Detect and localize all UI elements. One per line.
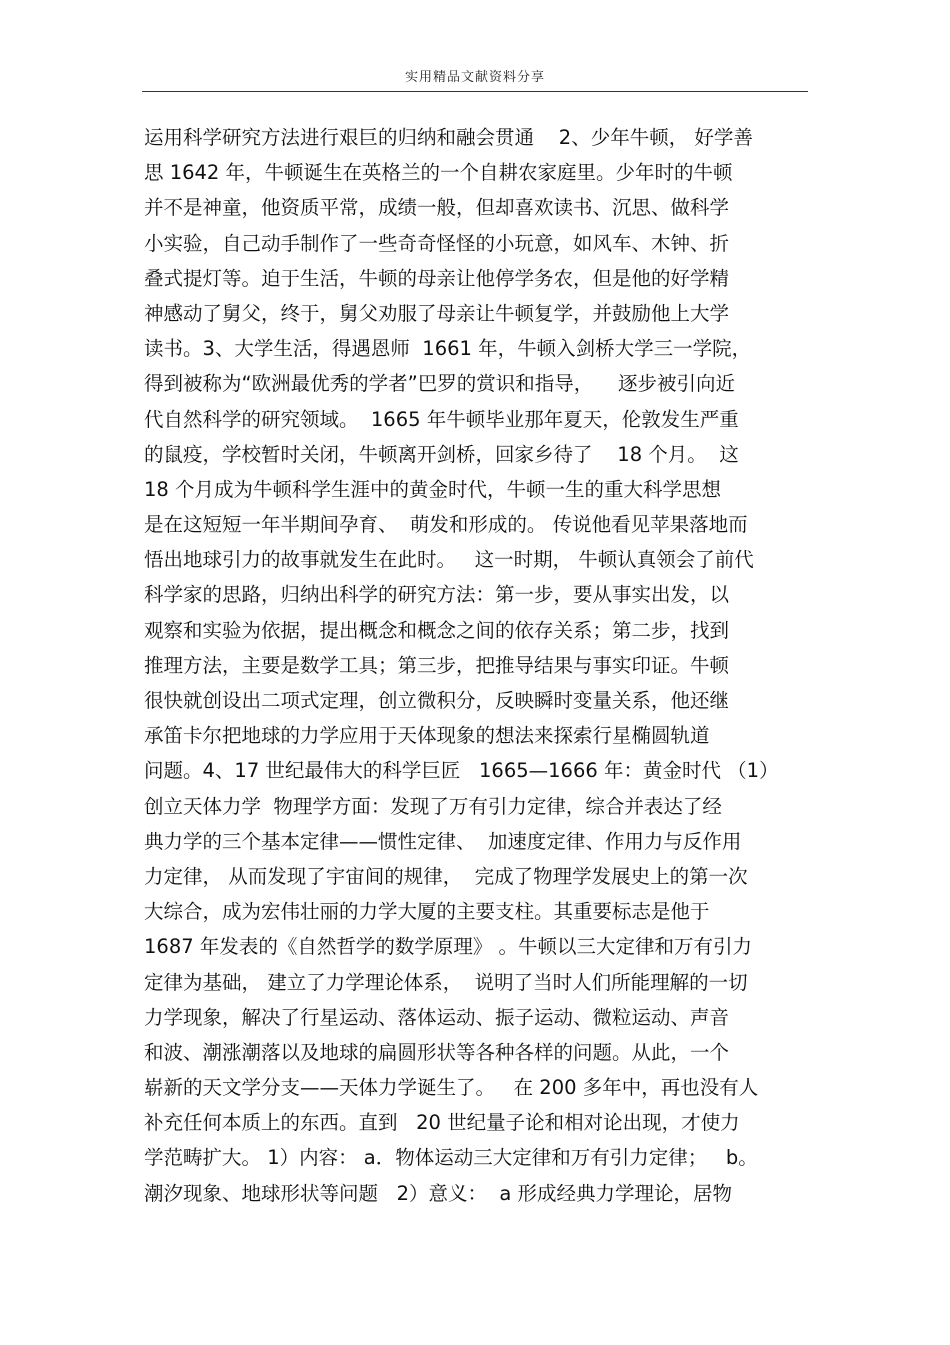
text-line: 是在这短短一年半期间孕育、 萌发和形成的。 传说他看见苹果落地而 xyxy=(144,513,748,537)
document-body xyxy=(144,120,824,1211)
text-line: 读书。3、大学生活，得遇恩师 1661 年，牛顿入剑桥大学三一学院， xyxy=(144,337,752,361)
text-line: 定律为基础， 建立了力学理论体系， 说明了当时人们所能理解的一切 xyxy=(144,970,748,994)
header-divider xyxy=(142,91,808,92)
page-header: 实用精品文献资料分享 xyxy=(404,70,545,85)
text-line: 叠式提灯等。迫于生活，牛顿的母亲让他停学务农，但是他的好学精 xyxy=(144,266,730,290)
text-line: 并不是神童，他资质平常，成绩一般，但却喜欢读书、沉思、做科学 xyxy=(144,196,730,220)
text-line: 创立天体力学 物理学方面：发现了万有引力定律，综合并表达了经 xyxy=(144,794,722,818)
text-line: 很快就创设出二项式定理，创立微积分，反映瞬时变量关系，他还继 xyxy=(144,689,730,712)
text-line: 潮汐现象、地球形状等问题 2）意义： a 形成经典力学理论，居物 xyxy=(144,1181,733,1205)
text-line: 科学家的思路，归纳出科学的研究方法：第一步，要从事实出发，以 xyxy=(144,583,730,607)
text-line: 1687 年发表的《自然哲学的数学原理》 。牛顿以三大定律和万有引力 xyxy=(144,935,753,959)
text-line: 力定律， 从而发现了宇宙间的规律， 完成了物理学发展史上的第一次 xyxy=(144,864,748,888)
text-line: 推理方法，主要是数学工具；第三步，把推导结果与事实印证。牛顿 xyxy=(144,653,730,677)
text-line: 思 1642 年，牛顿诞生在英格兰的一个自耕农家庭里。少年时的牛顿 xyxy=(144,161,733,185)
text-line: 18 个月成为牛顿科学生涯中的黄金时代，牛顿一生的重大科学思想 xyxy=(144,477,722,501)
text-line: 大综合，成为宏伟壮丽的力学大厦的主要支柱。其重要标志是他于 xyxy=(144,900,710,924)
text-line: 运用科学研究方法进行艰巨的归纳和融会贯通 2、少年牛顿， 好学善 xyxy=(144,126,753,149)
text-line: 力学现象，解决了行星运动、落体运动、振子运动、微粒运动、声音 xyxy=(144,1005,730,1029)
text-line: 神感动了舅父，终于，舅父劝服了母亲让牛顿复学，并鼓励他上大学 xyxy=(144,301,730,325)
text-line: 问题。4、17 世纪最伟大的科学巨匠 1665—1666 年：黄金时代 （1） xyxy=(144,759,779,783)
text-line: 观察和实验为依据，提出概念和概念之间的依存关系；第二步，找到 xyxy=(144,618,730,642)
text-line: 的鼠疫，学校暂时关闭，牛顿离开剑桥，回家乡待了 18 个月。 这 xyxy=(144,442,739,466)
text-line: 悟出地球引力的故事就发生在此时。 这一时期， 牛顿认真领会了前代 xyxy=(144,548,754,572)
text-line: 补充任何本质上的东西。直到 20 世纪量子论和相对论出现，才使力 xyxy=(144,1111,740,1135)
text-line: 承笛卡尔把地球的力学应用于天体现象的想法来探索行星椭圆轨道 xyxy=(144,724,710,748)
text-line: 和波、潮涨潮落以及地球的扁圆形状等各种各样的问题。从此，一个 xyxy=(144,1040,730,1064)
text-line: 得到被称为“欧洲最优秀的学者”巴罗的赏识和指导， 逐步被引向近 xyxy=(144,372,735,396)
text-line: 代自然科学的研究领域。 1665 年牛顿毕业那年夏天，伦敦发生严重 xyxy=(144,407,739,431)
text-line: 小实验，自己动手制作了一些奇奇怪怪的小玩意，如风车、木钟、折 xyxy=(144,231,730,255)
text-line: 学范畴扩大。 1）内容： a．物体运动三大定律和万有引力定律； b。 xyxy=(144,1146,758,1170)
text-line: 典力学的三个基本定律——惯性定律、 加速度定律、作用力与反作用 xyxy=(144,829,742,853)
text-line: 崭新的天文学分支——天体力学诞生了。 在 200 多年中，再也没有人 xyxy=(144,1076,759,1100)
